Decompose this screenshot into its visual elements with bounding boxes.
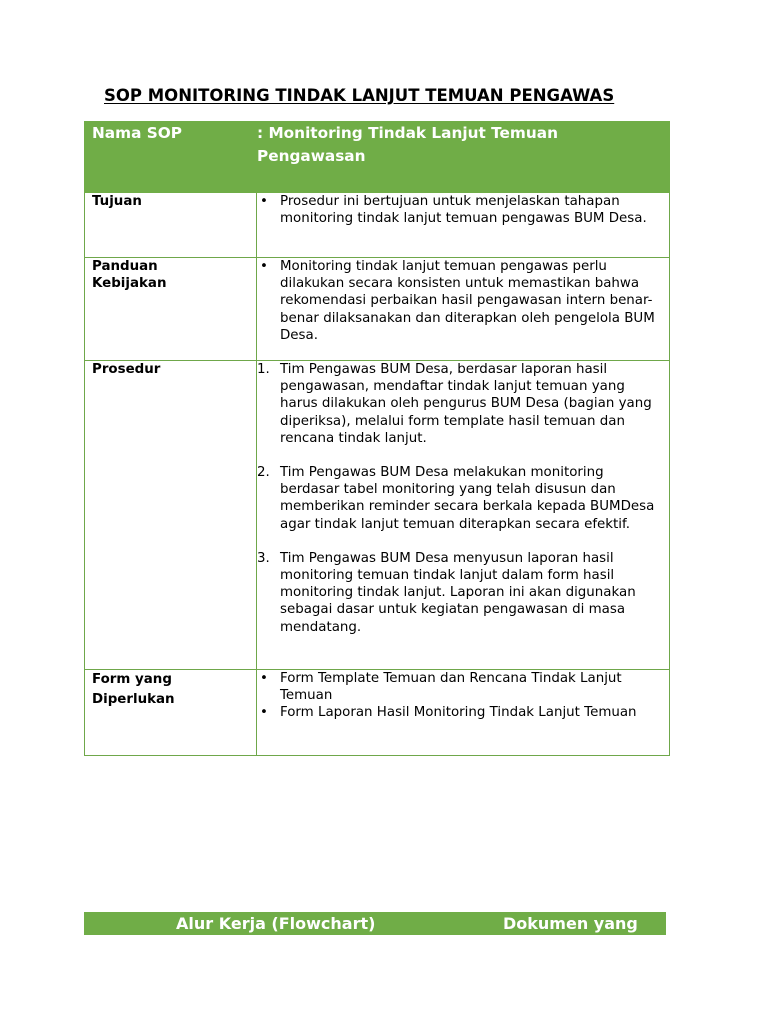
list-item-text: Form Laporan Hasil Monitoring Tindak Lanjut Temuan	[280, 705, 637, 721]
tujuan-list	[257, 193, 663, 227]
nama-sop-label: Nama SOP	[85, 122, 257, 193]
list-item-text: Prosedur ini bertujuan untuk menjelaskan tahapan monitoring tindak lanjut temuan pengawas BUM Desa.	[280, 194, 647, 227]
list-item-text: Monitoring tindak lanjut temuan pengawas perlu dilakukan secara konsisten untuk memastikan bahwa rekomendasi perbaikan hasil pengawasan intern benar-benar dilaksanakan dan diterapkan oleh pengelola BUM Desa.	[280, 259, 655, 343]
table-row-prosedur	[85, 361, 670, 670]
panduan-list	[257, 258, 663, 344]
document-title: SOP MONITORING TINDAK LANJUT TEMUAN PENGAWAS	[104, 86, 615, 105]
documents-heading: Dokumen yang	[503, 914, 638, 933]
table-row-form	[85, 670, 670, 756]
bullet-icon: •	[260, 671, 268, 686]
list-item	[257, 258, 663, 344]
flowchart-heading: Alur Kerja (Flowchart)	[176, 914, 376, 933]
table-row-panduan	[85, 258, 670, 361]
list-item	[257, 550, 663, 636]
panduan-label	[85, 258, 257, 361]
form-list	[257, 670, 663, 722]
list-item-text: Form Template Temuan dan Rencana Tindak Lanjut Temuan	[280, 671, 622, 704]
flowchart-header-bar	[84, 912, 666, 935]
table-row-tujuan	[85, 193, 670, 258]
table-header-row	[85, 122, 670, 193]
list-item-text: Tim Pengawas BUM Desa melakukan monitoring berdasar tabel monitoring yang telah disusun dan memberikan reminder secara berkala kepada BUMDesa agar tindak lanjut temuan diterapkan secara efektif.	[280, 465, 655, 532]
list-number: 2.	[257, 465, 270, 481]
panduan-content	[257, 258, 670, 361]
list-item	[257, 704, 663, 721]
prosedur-list	[257, 361, 663, 636]
prosedur-label: Prosedur	[85, 361, 257, 670]
tujuan-content	[257, 193, 670, 258]
list-item	[257, 193, 663, 227]
bullet-icon: •	[260, 194, 268, 209]
form-label-line1: Form yang	[92, 672, 172, 687]
form-label-line2: Diperlukan	[92, 692, 175, 707]
tujuan-label: Tujuan	[85, 193, 257, 258]
list-number: 3.	[257, 550, 270, 566]
list-item	[257, 670, 663, 704]
form-content	[257, 670, 670, 756]
list-number: 1.	[257, 362, 270, 377]
panduan-label-line2: Kebijakan	[92, 276, 167, 292]
bullet-icon: •	[260, 705, 268, 721]
list-item-text: Tim Pengawas BUM Desa menyusun laporan hasil monitoring temuan tindak lanjut dalam form hasil monitoring tindak lanjut. Laporan ini akan digunakan sebagai dasar untuk kegiatan pengawasan di masa mendatang.	[280, 550, 636, 635]
panduan-label-line1: Panduan	[92, 259, 158, 274]
nama-sop-value: : Monitoring Tindak Lanjut Temuan Pengawasan	[257, 122, 670, 193]
sop-table	[84, 121, 670, 756]
form-label	[85, 670, 257, 756]
list-item	[257, 361, 663, 447]
prosedur-content	[257, 361, 670, 670]
list-item-text: Tim Pengawas BUM Desa, berdasar laporan hasil pengawasan, mendaftar tindak lanjut temuan yang harus dilakukan oleh pengurus BUM Desa (bagian yang diperiksa), melalui form template hasil temuan dan rencana tindak lanjut.	[280, 362, 652, 446]
list-item	[257, 464, 663, 533]
bullet-icon: •	[260, 259, 268, 274]
